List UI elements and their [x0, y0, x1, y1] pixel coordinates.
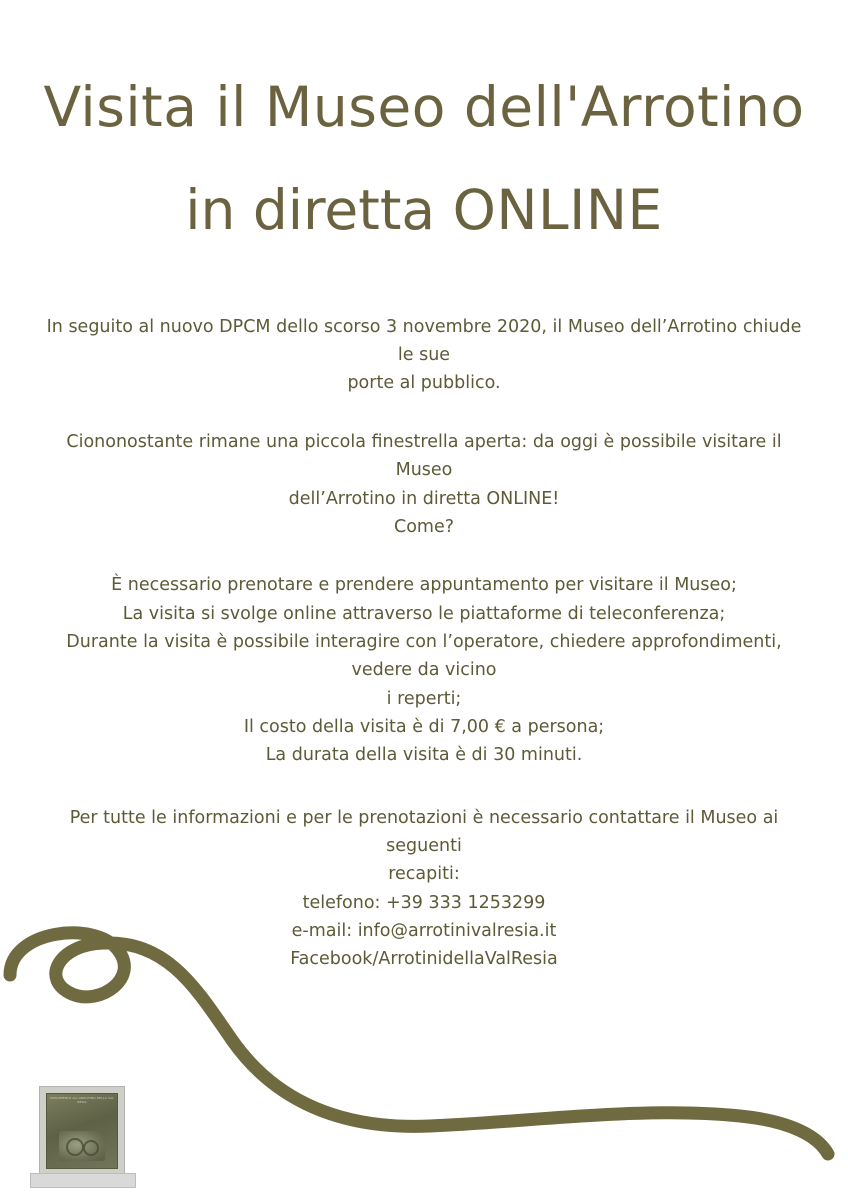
- condition-price: Il costo della visita è di 7,00 € a persona;: [243, 716, 605, 737]
- paragraph-conditions: [44, 571, 804, 769]
- paragraph-contacts: [44, 804, 804, 974]
- monument-base: [30, 1173, 136, 1188]
- paragraph-online-intro-line-1: Ciononostante rimane una piccola finestrella aperta: da oggi è possibile visitare il Museo: [66, 431, 782, 481]
- title-line-2-prefix: in diretta: [185, 178, 453, 243]
- condition-duration: La durata della visita è di 30 minuti.: [265, 745, 583, 766]
- title-line-2: [0, 178, 848, 243]
- poster-title: [0, 0, 848, 241]
- condition-interaction-line-1: Durante la visita è possibile interagire con l’operatore, chiedere approfondimenti, vedere da vicino: [66, 631, 782, 681]
- title-line-1: Visita il Museo dell'Arrotino: [43, 75, 805, 139]
- paragraph-closure: [44, 313, 804, 398]
- contacts-intro-line-2: recapiti:: [388, 864, 460, 885]
- paragraph-online-intro-line-2: dell’Arrotino in diretta ONLINE!: [288, 488, 560, 509]
- paragraph-online-intro: [44, 428, 804, 541]
- poster-body: [44, 313, 804, 974]
- paragraph-closure-line-2: porte al pubblico.: [347, 373, 501, 394]
- contact-facebook[interactable]: Facebook/ArrotinidellaValResia: [290, 949, 558, 970]
- condition-booking: È necessario prenotare e prendere appuntamento per visitare il Museo;: [111, 575, 737, 596]
- monument-stone: [39, 1086, 125, 1176]
- monument-plaque: [46, 1093, 118, 1169]
- contact-email[interactable]: e-mail: info@arrotinivalresia.it: [291, 920, 557, 941]
- paragraph-closure-line-1: In seguito al nuovo DPCM dello scorso 3 novembre 2020, il Museo dell’Arrotino chiude le sue: [46, 316, 802, 366]
- title-line-2-emphasis: ONLINE: [452, 178, 663, 243]
- monument-image: [30, 1083, 140, 1188]
- contacts-intro-line-1: Per tutte le informazioni e per le prenotazioni è necessario contattare il Museo ai seguenti: [69, 807, 779, 856]
- monument-relief-figure: [59, 1131, 105, 1161]
- condition-platform: La visita si svolge online attraverso le piattaforme di teleconferenza;: [122, 603, 726, 624]
- condition-interaction-line-2: i reperti;: [386, 688, 462, 709]
- monument-plaque-text: MONUMENTO ALL'ARROTINO DELLA VAL RESIA: [50, 1096, 114, 1104]
- paragraph-online-intro-question: Come?: [393, 516, 455, 537]
- contact-phone: telefono: +39 333 1253299: [302, 892, 546, 913]
